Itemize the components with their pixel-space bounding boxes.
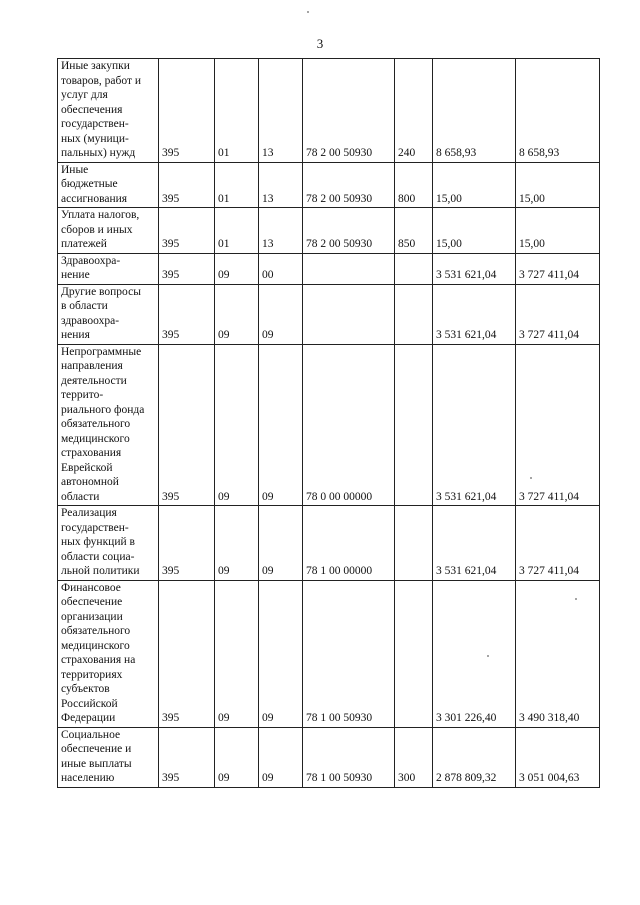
row-sum1-cell: 3 531 621,04 <box>433 344 516 506</box>
table-row <box>58 59 600 163</box>
row-type-cell <box>395 284 433 344</box>
row-target-cell <box>303 284 395 344</box>
row-subsection-cell: 09 <box>259 344 303 506</box>
row-name-cell <box>58 284 159 344</box>
row-subsection-cell: 09 <box>259 580 303 727</box>
row-subsection-cell: 00 <box>259 253 303 284</box>
row-sum2-cell: 15,00 <box>516 208 600 254</box>
row-name-text: Иные бюджетные ассигнования <box>61 163 128 205</box>
table-row <box>58 208 600 254</box>
row-name-text: Социальное обеспечение и иные выплаты населению <box>61 728 132 784</box>
row-sum1-cell: 3 531 621,04 <box>433 284 516 344</box>
row-sum1-cell: 2 878 809,32 <box>433 727 516 787</box>
row-target-cell: 78 2 00 50930 <box>303 59 395 163</box>
row-name-cell <box>58 162 159 208</box>
row-name-cell <box>58 59 159 163</box>
row-sum1-cell: 15,00 <box>433 162 516 208</box>
row-name-cell <box>58 506 159 581</box>
row-type-cell: 800 <box>395 162 433 208</box>
row-name-text: Иные закупки товаров, работ и услуг для обеспечения государствен- ных (муници- пальных) нужд <box>61 60 142 159</box>
row-section-cell: 09 <box>215 344 259 506</box>
row-section-cell: 01 <box>215 59 259 163</box>
row-target-cell: 78 1 00 50930 <box>303 580 395 727</box>
table-body <box>58 59 600 788</box>
row-type-cell <box>395 344 433 506</box>
row-subsection-cell: 09 <box>259 727 303 787</box>
row-sum2-cell: 3 727 411,04 <box>516 253 600 284</box>
row-section-cell: 09 <box>215 506 259 581</box>
row-target-cell <box>303 253 395 284</box>
table-row <box>58 344 600 506</box>
row-type-cell: 240 <box>395 59 433 163</box>
row-sum2-cell: 3 727 411,04 <box>516 506 600 581</box>
row-code-cell: 395 <box>159 506 215 581</box>
row-sum2-cell: 3 490 318,40 <box>516 580 600 727</box>
row-target-cell: 78 2 00 50930 <box>303 208 395 254</box>
row-name-text: Непрограммные направления деятельности террито- риального фонда обязательного медицинского страхования Еврейской автономной области <box>61 345 145 503</box>
row-code-cell: 395 <box>159 344 215 506</box>
row-subsection-cell: 13 <box>259 59 303 163</box>
row-type-cell: 300 <box>395 727 433 787</box>
row-sum1-cell: 3 531 621,04 <box>433 253 516 284</box>
row-code-cell: 395 <box>159 727 215 787</box>
row-subsection-cell: 13 <box>259 162 303 208</box>
row-subsection-cell: 09 <box>259 284 303 344</box>
scan-speck <box>307 11 309 13</box>
table-row <box>58 162 600 208</box>
row-sum1-cell: 3 301 226,40 <box>433 580 516 727</box>
row-name-cell <box>58 253 159 284</box>
row-name-text: Другие вопросы в области здравоохра- нения <box>61 285 141 341</box>
row-subsection-cell: 09 <box>259 506 303 581</box>
row-section-cell: 01 <box>215 208 259 254</box>
row-code-cell: 395 <box>159 162 215 208</box>
row-sum1-cell: 8 658,93 <box>433 59 516 163</box>
row-target-cell: 78 1 00 50930 <box>303 727 395 787</box>
row-code-cell: 395 <box>159 59 215 163</box>
row-type-cell: 850 <box>395 208 433 254</box>
row-type-cell <box>395 506 433 581</box>
row-section-cell: 09 <box>215 727 259 787</box>
row-name-text: Уплата налогов, сборов и иных платежей <box>61 209 140 250</box>
row-section-cell: 01 <box>215 162 259 208</box>
row-sum1-cell: 15,00 <box>433 208 516 254</box>
budget-table <box>57 58 600 788</box>
row-type-cell <box>395 253 433 284</box>
table-row <box>58 253 600 284</box>
row-name-cell <box>58 727 159 787</box>
table-row <box>58 284 600 344</box>
row-code-cell: 395 <box>159 253 215 284</box>
row-type-cell <box>395 580 433 727</box>
row-code-cell: 395 <box>159 284 215 344</box>
row-code-cell: 395 <box>159 208 215 254</box>
row-name-text: Здравоохра- нение <box>61 254 121 281</box>
table-row <box>58 580 600 727</box>
row-section-cell: 09 <box>215 580 259 727</box>
row-target-cell: 78 2 00 50930 <box>303 162 395 208</box>
row-name-cell <box>58 208 159 254</box>
row-name-text: Финансовое обеспечение организации обязательного медицинского страхования на территориях субъектов Российской Федерации <box>61 581 136 724</box>
page-number: 3 <box>316 36 324 51</box>
row-section-cell: 09 <box>215 253 259 284</box>
row-target-cell: 78 0 00 00000 <box>303 344 395 506</box>
row-target-cell: 78 1 00 00000 <box>303 506 395 581</box>
row-sum2-cell: 15,00 <box>516 162 600 208</box>
row-name-cell <box>58 580 159 727</box>
row-section-cell: 09 <box>215 284 259 344</box>
row-sum2-cell: 8 658,93 <box>516 59 600 163</box>
row-name-cell <box>58 344 159 506</box>
row-code-cell: 395 <box>159 580 215 727</box>
row-name-text: Реализация государствен- ных функций в области социа- льной политики <box>61 507 140 577</box>
row-sum2-cell: 3 727 411,04 <box>516 284 600 344</box>
row-sum2-cell: 3 051 004,63 <box>516 727 600 787</box>
row-subsection-cell: 13 <box>259 208 303 254</box>
table-row <box>58 506 600 581</box>
table-row <box>58 727 600 787</box>
row-sum2-cell: 3 727 411,04 <box>516 344 600 506</box>
row-sum1-cell: 3 531 621,04 <box>433 506 516 581</box>
